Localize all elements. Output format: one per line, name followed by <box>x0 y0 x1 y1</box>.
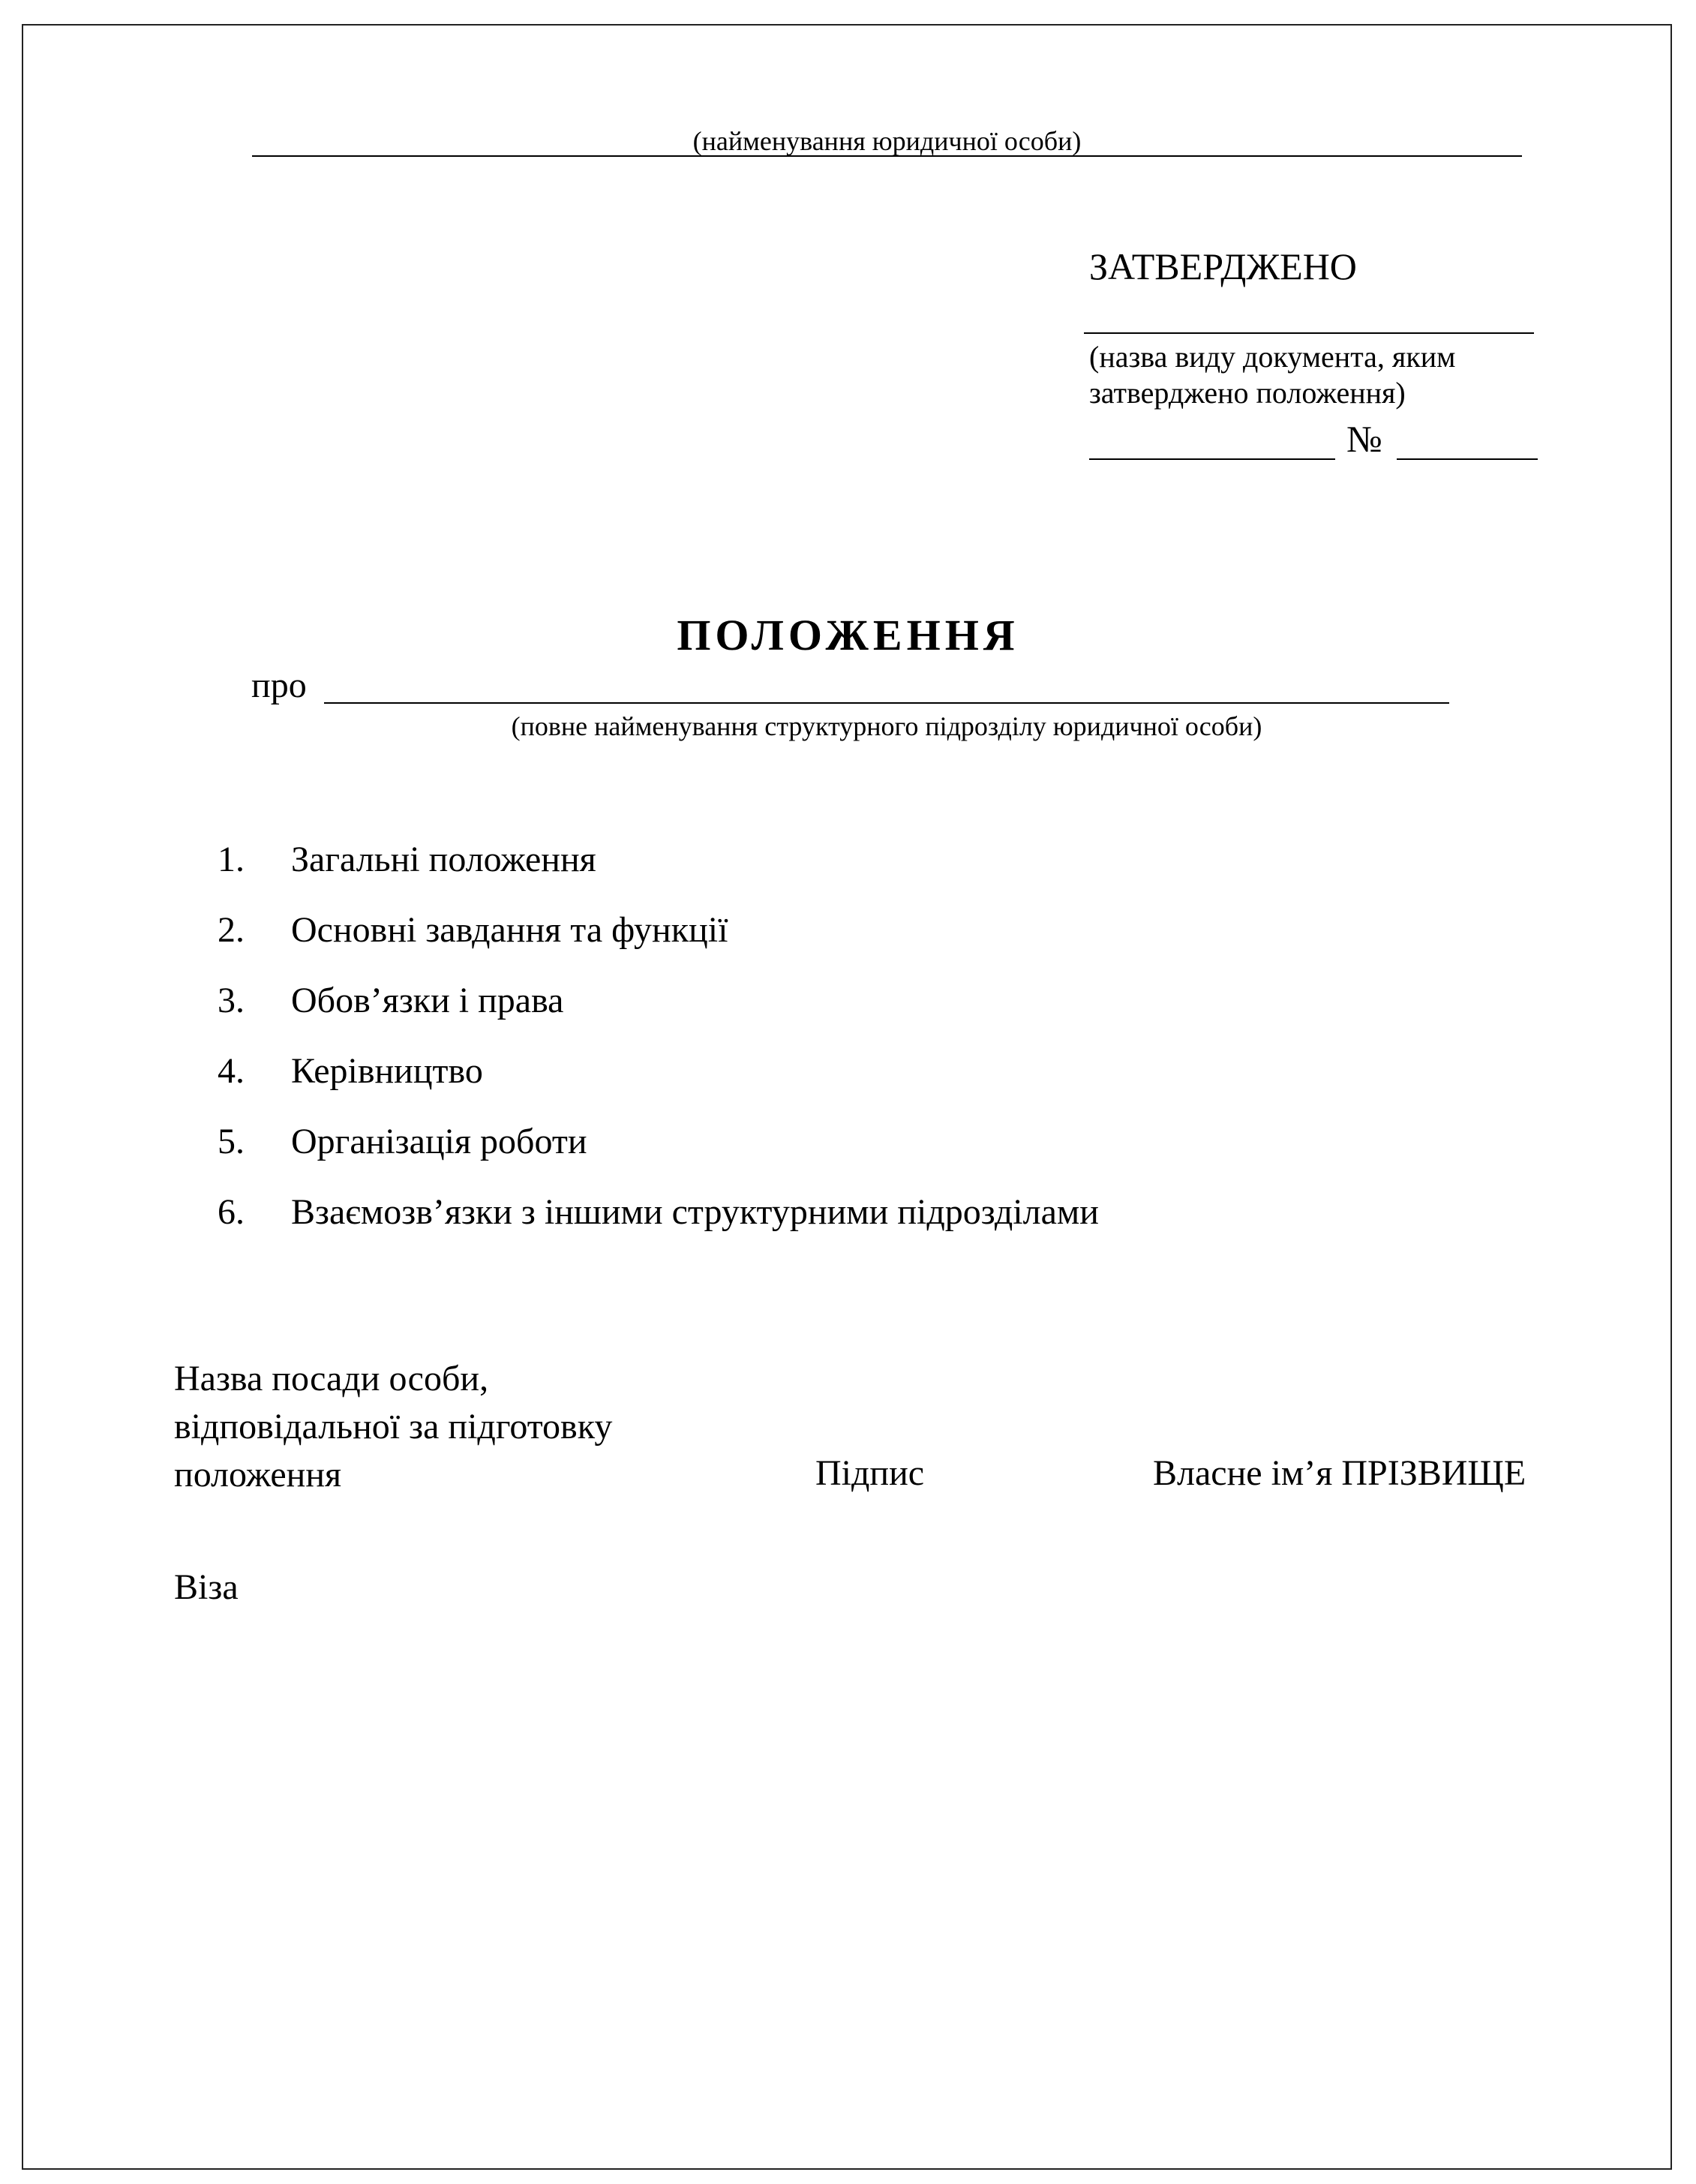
contents-item <box>218 1190 1099 1235</box>
unit-name-line <box>324 702 1449 704</box>
approval-number-line <box>1397 458 1538 460</box>
contents-item <box>218 1119 587 1164</box>
contents-item-label: Обов’язки і права <box>291 981 564 1020</box>
number-sign: № <box>1346 418 1382 460</box>
contents-item-label: Взаємозв’язки з іншими структурними підрозділами <box>291 1192 1099 1232</box>
approval-date-line <box>1089 458 1335 460</box>
approving-doc-caption-line2: затверджено положення) <box>1089 376 1406 410</box>
contents-item-number: 2. <box>218 910 245 950</box>
responsible-position <box>174 1355 612 1499</box>
contents-item <box>218 908 728 953</box>
responsible-position-line3: положення <box>174 1455 342 1495</box>
full-name-label: Власне ім’я ПРІЗВИЩЕ <box>1153 1453 1526 1493</box>
responsible-position-line2: відповідальної за підготовку <box>174 1407 613 1446</box>
about-prefix: про <box>251 665 307 705</box>
signature-label: Підпис <box>815 1453 925 1493</box>
entity-name-caption: (найменування юридичної особи) <box>692 126 1082 156</box>
responsible-position-line1: Назва посади особи, <box>174 1359 489 1398</box>
contents-item-label: Основні завдання та функції <box>291 910 728 950</box>
contents-item-label: Організація роботи <box>291 1122 587 1161</box>
contents-item <box>218 837 596 882</box>
unit-name-caption: (повне найменування структурного підрозділу юридичної особи) <box>511 711 1262 741</box>
contents-item-number: 6. <box>218 1192 245 1232</box>
visa-label: Віза <box>174 1567 239 1607</box>
approving-doc-caption-line1: (назва виду документа, яким <box>1089 340 1456 374</box>
contents-item <box>218 978 563 1023</box>
contents-item-number: 5. <box>218 1122 245 1161</box>
contents-item <box>218 1049 483 1094</box>
document-title: ПОЛОЖЕННЯ <box>677 611 1019 659</box>
contents-item-number: 1. <box>218 840 245 879</box>
contents-item-number: 3. <box>218 981 245 1020</box>
approving-doc-line <box>1084 332 1534 334</box>
contents-item-number: 4. <box>218 1051 245 1091</box>
contents-item-label: Керівництво <box>291 1051 483 1091</box>
approved-title: ЗАТВЕРДЖЕНО <box>1089 245 1357 287</box>
contents-item-label: Загальні положення <box>291 840 596 879</box>
